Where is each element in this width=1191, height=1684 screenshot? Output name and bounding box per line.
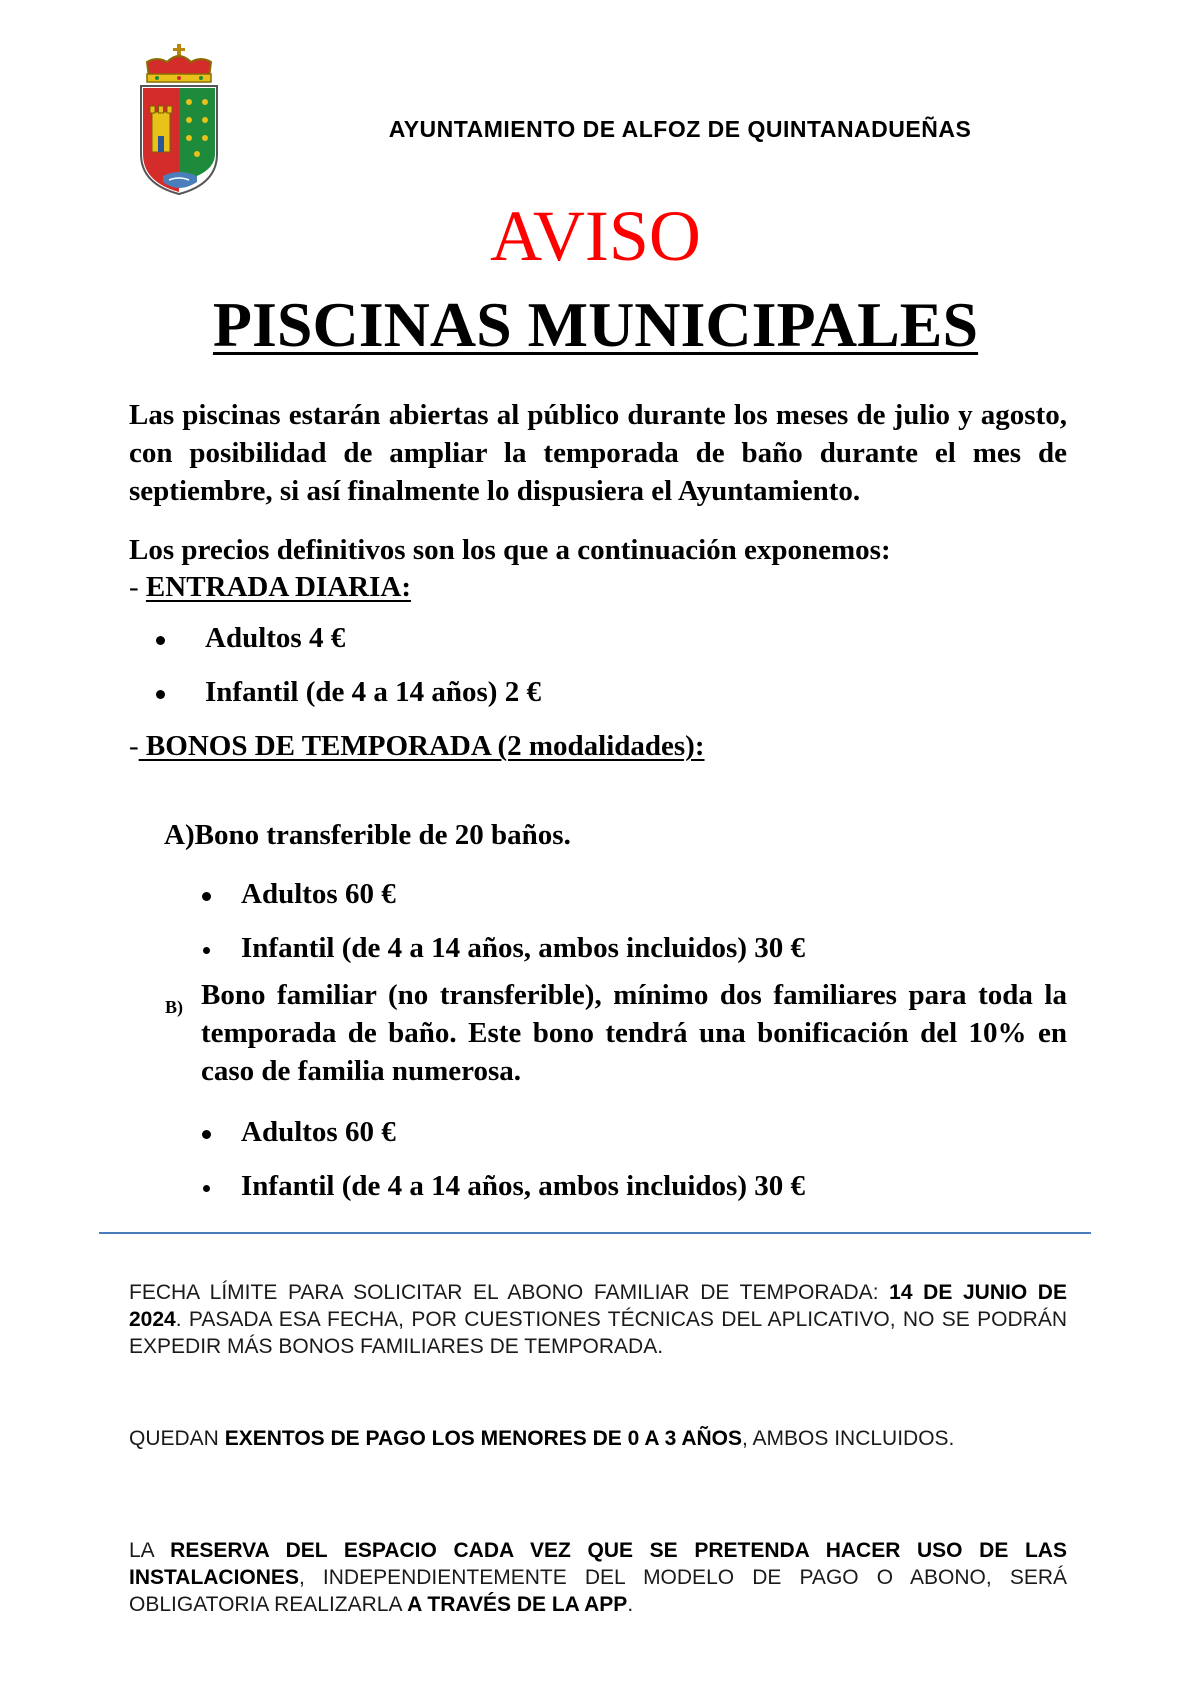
heading-dash: - — [129, 730, 139, 762]
list-item: Adultos 60 € — [241, 878, 396, 910]
list-item: Infantil (de 4 a 14 años, ambos incluidos) 30 € — [241, 1170, 805, 1202]
heading-dash: - — [129, 571, 146, 603]
notice-text: , AMBOS INCLUIDOS. — [742, 1427, 955, 1450]
deadline-notice — [129, 1279, 1067, 1360]
option-a — [164, 816, 571, 854]
exempt-notice — [129, 1425, 1067, 1452]
bullet-icon — [156, 690, 165, 699]
heading-text: ENTRADA DIARIA: — [145, 571, 411, 603]
list-item: Adultos 4 € — [205, 622, 346, 654]
coat-of-arms-icon — [137, 44, 221, 196]
notice-text: FECHA LÍMITE PARA SOLICITAR EL ABONO FAMILIAR DE TEMPORADA: — [129, 1281, 890, 1304]
booking-notice — [129, 1537, 1067, 1618]
bullet-icon — [202, 892, 211, 901]
prices-intro-line: Los precios definitivos son los que a continuación exponemos: — [129, 534, 891, 566]
notice-text: QUEDAN — [129, 1427, 225, 1450]
notice-text: . — [627, 1593, 634, 1616]
daily-entry-heading — [129, 568, 411, 606]
bullet-icon — [156, 636, 165, 645]
notice-bold-text: EXENTOS DE PAGO LOS MENORES DE 0 A 3 AÑOS — [224, 1427, 743, 1450]
notice-text: LA — [129, 1539, 171, 1562]
season-passes-heading — [129, 727, 705, 765]
heading-text: BONOS DE TEMPORADA (2 modalidades): — [138, 730, 705, 762]
divider — [99, 1232, 1091, 1234]
bullet-icon — [203, 947, 210, 954]
notice-bold-text: RESERVA DEL ESPACIO CADA VEZ QUE SE PRETENDA HACER USO DE LAS INSTALACIONES — [129, 1539, 1067, 1589]
organization-name: AYUNTAMIENTO DE ALFOZ DE QUINTANADUEÑAS — [388, 116, 972, 142]
option-marker: B) — [165, 997, 183, 1017]
notice-text: , INDEPENDIENTEMENTE DEL MODELO DE PAGO O ABONO, SERÁ OBLIGATORIA REALIZARLA — [129, 1566, 1067, 1616]
list-item: Infantil (de 4 a 14 años) 2 € — [205, 676, 541, 708]
notice-text: . PASADA ESA FECHA, POR CUESTIONES TÉCNICAS DEL APLICATIVO, NO SE PODRÁN EXPEDIR MÁS BONOS FAMILIARES DE TEMPORADA. — [129, 1308, 1067, 1358]
option-text: Bono transferible de 20 baños. — [194, 819, 571, 851]
bullet-icon — [203, 1185, 210, 1192]
bullet-icon — [202, 1130, 211, 1139]
notice-label: AVISO — [490, 196, 701, 276]
deadline-date: 14 DE JUNIO DE 2024 — [129, 1281, 1067, 1331]
intro-paragraph: Las piscinas estarán abiertas al público durante los meses de julio y agosto, con posibilidad de ampliar la temporada de baño durante el mes de septiembre, si así finalmente lo dispusiera el Ayuntamiento. — [129, 399, 1067, 507]
option-marker: A) — [164, 819, 195, 851]
option-b-text: Bono familiar (no transferible), mínimo dos familiares para toda la temporada de baño. Este bono tendrá una bonificación del 10% en caso de familia numerosa. — [201, 979, 1067, 1087]
notice-bold-text: A TRAVÉS DE LA APP — [407, 1593, 628, 1616]
list-item: Infantil (de 4 a 14 años, ambos incluidos) 30 € — [241, 932, 805, 964]
page-title: PISCINAS MUNICIPALES — [212, 289, 979, 360]
list-item: Adultos 60 € — [241, 1116, 396, 1148]
